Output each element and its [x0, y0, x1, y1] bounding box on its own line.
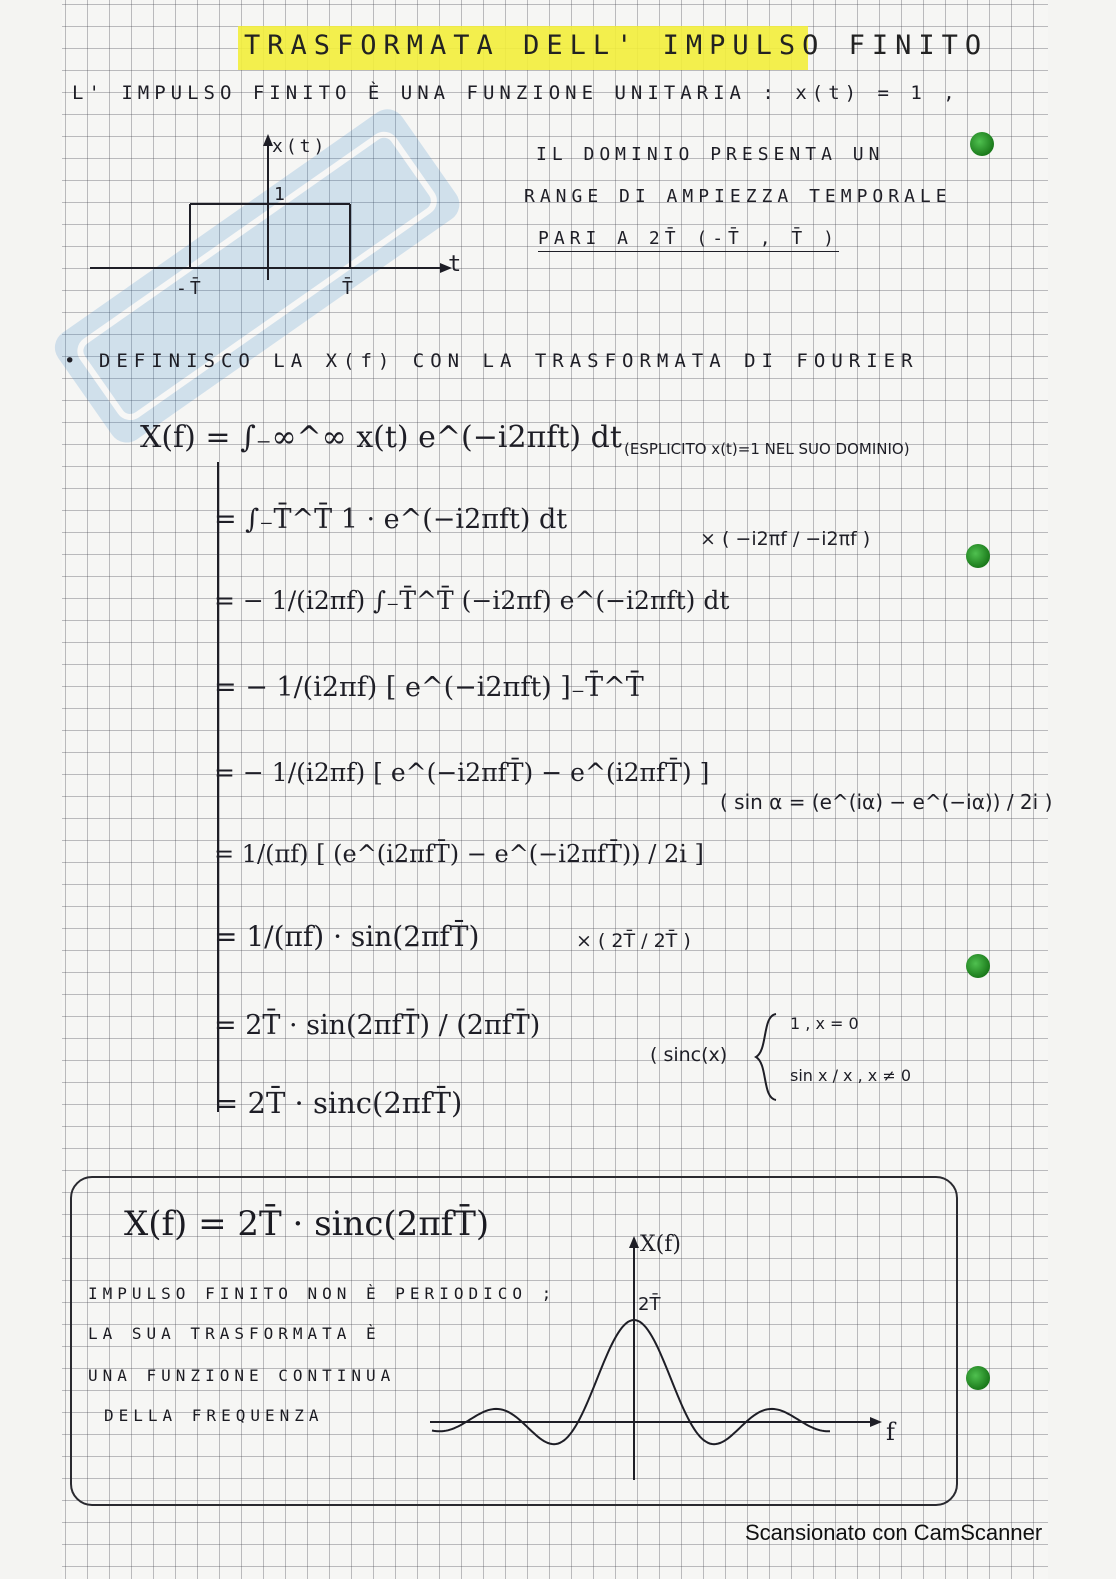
eq-step-6: = 1/(πf) [ (e^(i2πfT̄) − e^(−i2πfT̄)) / 2i ] — [214, 840, 704, 868]
result-note-2: LA SUA TRASFORMATA È — [88, 1324, 381, 1343]
domain-note-line2: RANGE DI AMPIEZZA TEMPORALE — [524, 186, 952, 207]
eq-step-9: = 2T̄ · sinc(2πfT̄) — [214, 1086, 463, 1120]
side-note-explicit: (ESPLICITO x(t)=1 NEL SUO DOMINIO) — [624, 440, 910, 458]
page-title: TRASFORMATA DELL' IMPULSO FINITO — [244, 30, 989, 61]
right-margin — [1048, 0, 1116, 1579]
side-note-sin-identity: ( sin α = (e^(iα) − e^(−iα)) / 2i ) — [720, 790, 1053, 814]
domain-note-line1: IL DOMINIO PRESENTA UN — [536, 144, 885, 165]
side-note-sinc-zero: 1 , x = 0 — [790, 1014, 859, 1033]
plot1-left-tick: -T̄ — [176, 278, 204, 299]
sinc-plot — [420, 1230, 900, 1490]
plot1-right-tick: T̄ — [342, 278, 356, 299]
sinc-y-label: X(f) — [640, 1232, 681, 1257]
side-note-sinc-nonzero: sin x / x , x ≠ 0 — [790, 1066, 911, 1085]
side-note-multiply: × ( −i2πf / −i2πf ) — [700, 528, 871, 550]
binder-hole — [966, 544, 990, 568]
sinc-peak-label: 2T̄ — [638, 1294, 661, 1315]
result-note-1: IMPULSO FINITO NON È PERIODICO ; — [88, 1284, 557, 1303]
binder-hole — [970, 132, 994, 156]
scanner-footer: Scansionato con CamScanner — [745, 1520, 1043, 1545]
binder-hole — [966, 1366, 990, 1390]
result-note-3: UNA FUNZIONE CONTINUA — [88, 1366, 396, 1385]
side-note-sinc-head: ( sinc(x) — [650, 1044, 728, 1066]
y-axis-arrow — [629, 1236, 639, 1248]
eq-step-3: = − 1/(i2πf) ∫₋T̄^T̄ (−i2πf) e^(−i2πft) dt — [214, 586, 730, 615]
define-line: • DEFINISCO LA X(f) CON LA TRASFORMATA DI FOURIER — [64, 350, 919, 372]
rect-pulse-plot — [80, 130, 460, 310]
plot1-level-label: 1 — [274, 184, 288, 205]
eq-step-1: X(f) = ∫₋∞^∞ x(t) e^(−i2πft) dt — [140, 420, 622, 455]
intro-line: L' IMPULSO FINITO È UNA FUNZIONE UNITARIA : x(t) = 1 , — [72, 82, 960, 104]
eq-step-5: = − 1/(i2πf) [ e^(−i2πfT̄) − e^(i2πfT̄) ] — [214, 758, 710, 787]
eq-step-8: = 2T̄ · sin(2πfT̄) / (2πfT̄) — [214, 1010, 541, 1041]
domain-note-line3: PARI A 2T̄ (-T̄ , T̄ ) — [538, 228, 839, 252]
sinc-x-label: f — [886, 1418, 895, 1446]
f-axis-arrow — [870, 1417, 882, 1427]
eq-step-2: = ∫₋T̄^T̄ 1 · e^(−i2πft) dt — [214, 504, 568, 535]
side-note-2t-ratio: × ( 2T̄ / 2T̄ ) — [576, 930, 691, 952]
sinc-curve — [432, 1320, 830, 1444]
result-equation: X(f) = 2T̄ · sinc(2πfT̄) — [124, 1204, 490, 1244]
eq-step-4: = − 1/(i2πf) [ e^(−i2πft) ]₋T̄^T̄ — [214, 672, 644, 703]
plot1-y-label: x(t) — [272, 136, 328, 157]
eq-step-7: = 1/(πf) · sin(2πfT̄) — [214, 920, 480, 953]
binder-hole — [966, 954, 990, 978]
plot1-x-label: t — [448, 252, 465, 277]
result-note-4: DELLA FREQUENZA — [104, 1406, 324, 1425]
sinc-brace — [752, 1012, 782, 1102]
